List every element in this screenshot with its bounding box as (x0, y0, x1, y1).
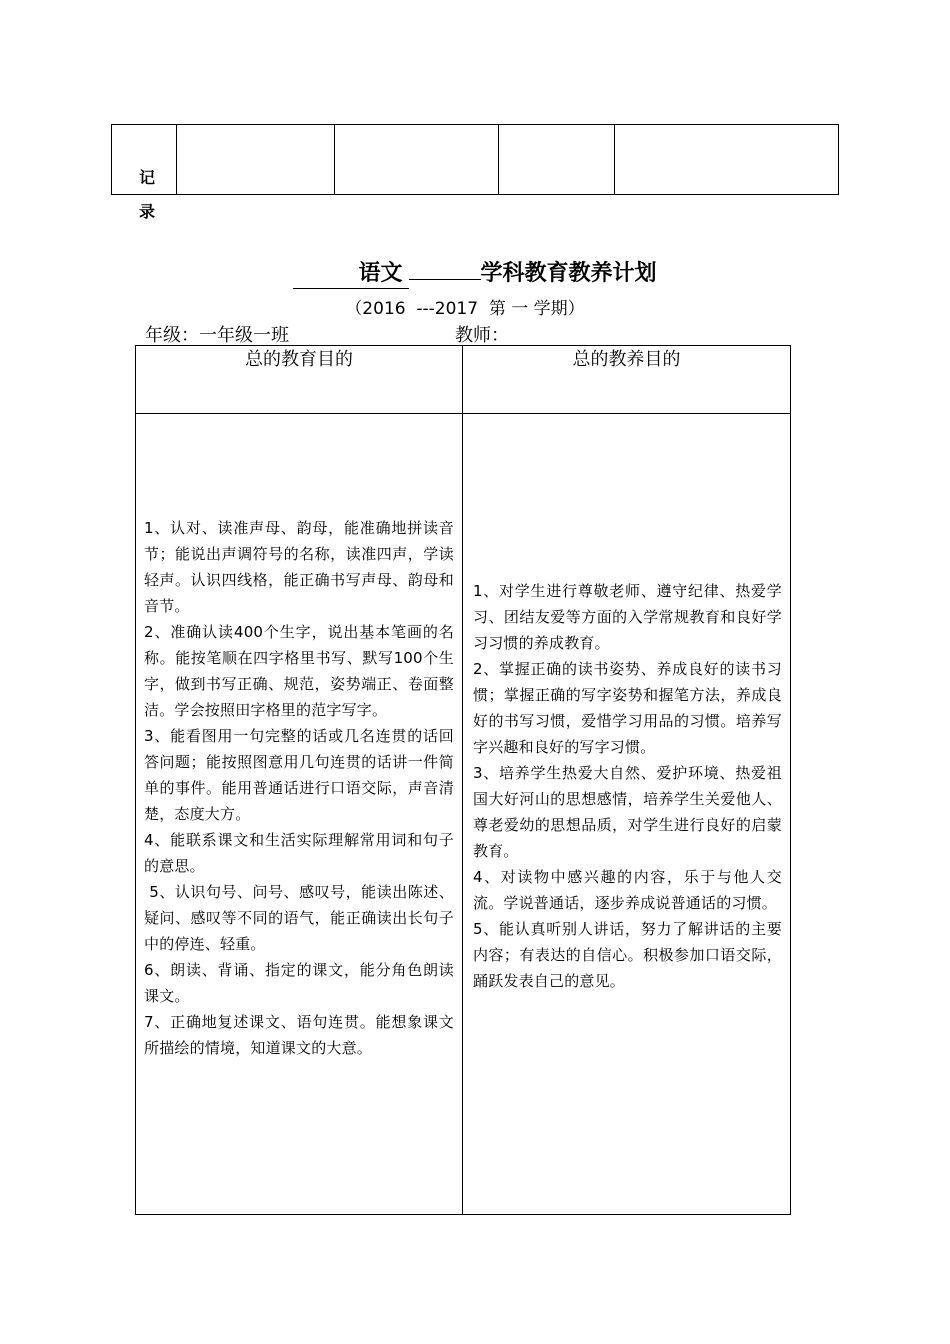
cultivation-goal-item: 5、能认真听别人讲话，努力了解讲话的主要内容；有表达的自信心。积极参加口语交际，踊跃发表自己的意见。 (473, 920, 782, 990)
education-goal-item: 3、能看图用一句完整的话或几名连贯的话回答问题；能按照图意用几句连贯的话讲一件简单的事件。能用普通话进行口语交际，声音清楚，态度大方。 (144, 727, 454, 823)
grade-label: 年级：一年级一班 (145, 325, 289, 346)
plan-table (135, 345, 791, 1215)
cultivation-goal-list (463, 414, 790, 994)
education-goal-item: 1、认对、读准声母、韵母，能准确地拼读音节；能说出声调符号的名称，读准四声，学读轻声。认识四线格，能正确书写声母、韵母和音节。 (144, 519, 454, 615)
record-label-char: 录 (138, 202, 155, 221)
education-goal-list (136, 414, 462, 1061)
record-label (135, 161, 159, 229)
record-cell (499, 125, 615, 195)
record-cell (177, 125, 335, 195)
teacher-label: 教师： (455, 325, 509, 346)
education-goal-item: 7、正确地复述课文、语句连贯。能想象课文所描绘的情境，知道课文的大意。 (144, 1013, 454, 1057)
education-goal-item: 6、朗读、背诵、指定的课文，能分角色朗读课文。 (144, 961, 454, 1005)
cultivation-goal-item: 2、掌握正确的读书姿势、养成良好的读书习惯；掌握正确的写字姿势和握笔方法，养成良好的书写习惯，爱惜学习用品的习惯。培养写字兴趣和良好的写字习惯。 (473, 660, 782, 756)
cultivation-goal-cell (463, 414, 791, 1215)
education-goal-header (136, 346, 463, 414)
cultivation-goal-title: 总的教养目的 (572, 349, 681, 370)
title-text: 学科教育教养计划 (480, 261, 657, 286)
education-goal-title: 总的教育目的 (245, 349, 353, 370)
subject-name: 语文 (293, 260, 408, 289)
cultivation-goal-item: 1、对学生进行尊敬老师、遵守纪律、热爱学习、团结友爱等方面的入学常规教育和良好学习习惯的养成教育。 (473, 582, 782, 652)
education-goal-item: 5、认识句号、问号、感叹号，能读出陈述、疑问、感叹等不同的语气，能正确读出长句子中的停连、轻重。 (144, 883, 455, 953)
cultivation-goal-header (463, 346, 791, 414)
education-goal-item: 2、准确认读400个生字，说出基本笔画的名称。能按笔顺在四字格里书写、默写100个生字，做到书写正确、规范，姿势端正、卷面整洁。学会按照田字格里的范字写字。 (144, 623, 454, 719)
record-cell (335, 125, 499, 195)
record-table (111, 124, 839, 195)
record-label-char: 记 (138, 168, 155, 187)
subject-blank (409, 279, 481, 280)
education-goal-item: 4、能联系课文和生活实际理解常用词和句子的意思。 (144, 831, 454, 875)
record-cell (615, 125, 839, 195)
cultivation-goal-item: 3、培养学生热爱大自然、爱护环境、热爱祖国大好河山的思想感情，培养学生关爱他人、尊老爱幼的思想品质，对学生进行良好的启蒙教育。 (473, 764, 782, 860)
education-goal-cell (136, 414, 463, 1215)
page-title (0, 256, 950, 289)
cultivation-goal-item: 4、对读物中感兴趣的内容，乐于与他人交流。学说普通话，逐步养成说普通话的习惯。 (473, 868, 782, 912)
semester-line: （2016 ---2017 第 一 学期） (345, 299, 585, 319)
